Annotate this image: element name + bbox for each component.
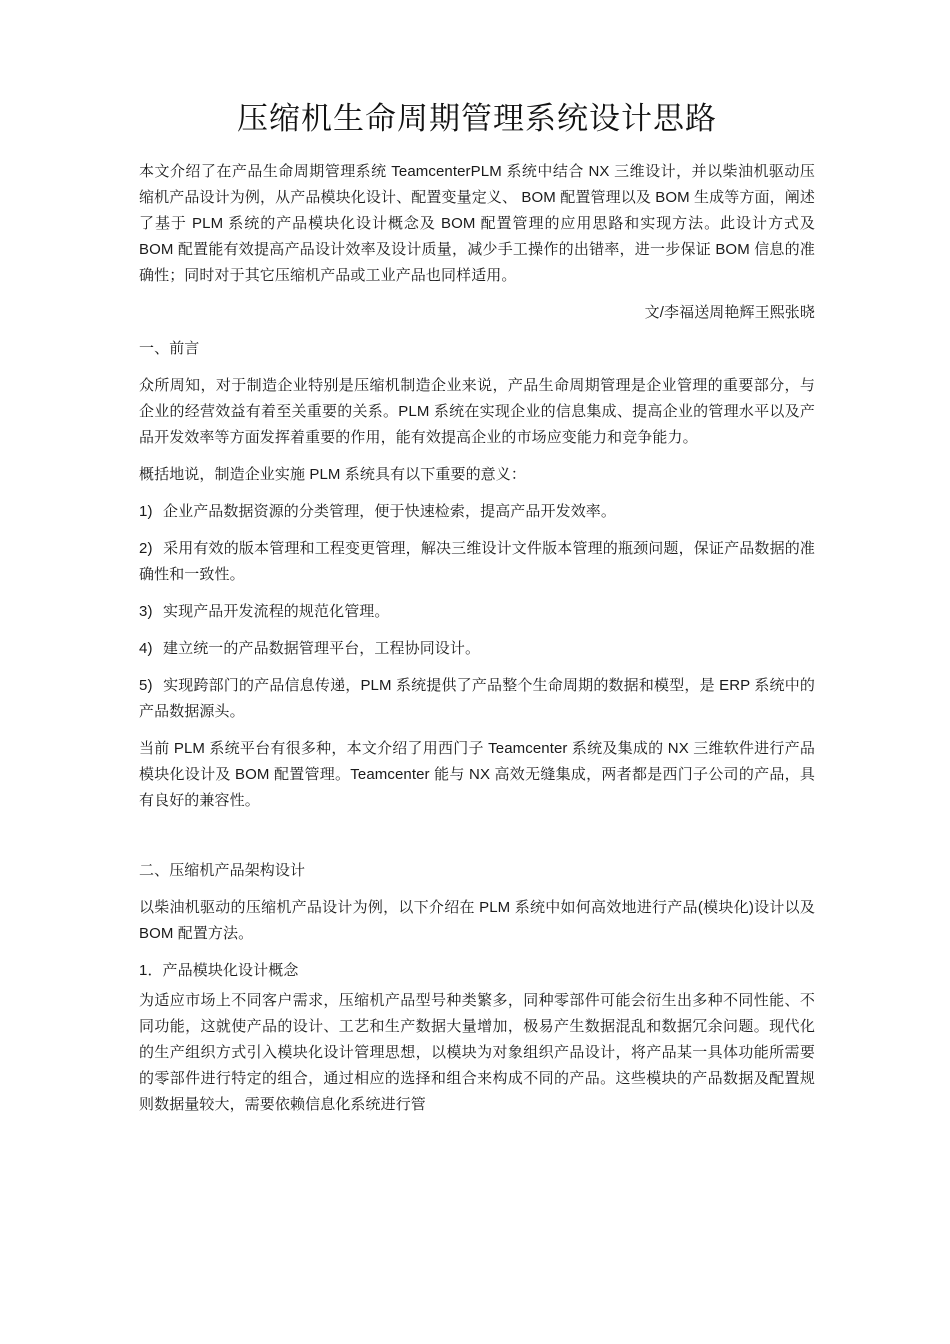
list-item-number: 3) xyxy=(139,603,153,620)
document-body xyxy=(139,96,815,1129)
list-item-number: 5) xyxy=(139,677,153,694)
significance-list xyxy=(139,499,815,725)
list-item-text: 采用有效的版本管理和工程变更管理，解决三维设计文件版本管理的瓶颈问题，保证产品数据的准确性和一致性。 xyxy=(139,540,815,583)
list-item-text: 实现跨部门的产品信息传递，PLM 系统提供了产品整个生命周期的数据和模型，是 ERP 系统中的产品数据源头。 xyxy=(139,677,815,720)
author-line: 文/李福送周艳辉王熙张晓 xyxy=(644,304,815,321)
list-item xyxy=(139,599,815,625)
section-spacer xyxy=(139,825,815,858)
list-item-number: 4) xyxy=(139,640,153,657)
section-2-paragraph-1: 以柴油机驱动的压缩机产品设计为例，以下介绍在 PLM 系统中如何高效地进行产品(模块化)设计以及 BOM 配置方法。 xyxy=(139,899,815,942)
list-item-number: 1) xyxy=(139,503,153,520)
section-2-subheading: 1．产品模块化设计概念 xyxy=(139,962,299,979)
document-title: 压缩机生命周期管理系统设计思路 xyxy=(237,101,717,137)
list-item xyxy=(139,673,815,725)
list-item xyxy=(139,636,815,662)
abstract-paragraph: 本文介绍了在产品生命周期管理系统 TeamcenterPLM 系统中结合 NX 三维设计，并以柴油机驱动压缩机产品设计为例，从产品模块化设计、配置变量定义、 BOM 配置管理以及 BOM 生成等方面，阐述了基于 PLM 系统的产品模块化设计概念及 BOM 配置管理的应用思路和实现方法。此设计方式及 BOM 配置能有效提高产品设计效率及设计质量，减少手工操作的出错率，进一步保证 BOM 信息的准确性；同时对于其它压缩机产品或工业产品也同样适用。 xyxy=(139,163,815,284)
list-item-text: 企业产品数据资源的分类管理，便于快速检索，提高产品开发效率。 xyxy=(163,503,617,520)
list-item xyxy=(139,536,815,588)
section-1-heading: 一、前言 xyxy=(139,340,200,357)
section-1-paragraph-1: 众所周知，对于制造企业特别是压缩机制造企业来说，产品生命周期管理是企业管理的重要部分，与企业的经营效益有着至关重要的关系。PLM 系统在实现企业的信息集成、提高企业的管理水平以及产品开发效率等方面发挥着重要的作用，能有效提高企业的市场应变能力和竞争能力。 xyxy=(139,377,815,446)
list-item-number: 2) xyxy=(139,540,153,557)
list-item-text: 建立统一的产品数据管理平台，工程协同设计。 xyxy=(163,640,481,657)
section-1-paragraph-2: 概括地说，制造企业实施 PLM 系统具有以下重要的意义： xyxy=(139,466,526,483)
section-2-heading: 二、压缩机产品架构设计 xyxy=(139,862,306,879)
section-1-paragraph-3: 当前 PLM 系统平台有很多种，本文介绍了用西门子 Teamcenter 系统及集成的 NX 三维软件进行产品模块化设计及 BOM 配置管理。Teamcenter 能与 NX 高效无缝集成，两者都是西门子公司的产品，具有良好的兼容性。 xyxy=(139,740,815,809)
list-item-text: 实现产品开发流程的规范化管理。 xyxy=(163,603,390,620)
list-item xyxy=(139,499,815,525)
section-2-paragraph-2: 为适应市场上不同客户需求，压缩机产品型号种类繁多，同种零部件可能会衍生出多种不同性能、不同功能，这就使产品的设计、工艺和生产数据大量增加，极易产生数据混乱和数据冗余问题。现代化的生产组织方式引入模块化设计管理思想，以模块为对象组织产品设计，将产品某一具体功能所需要的零部件进行特定的组合，通过相应的选择和组合来构成不同的产品。这些模块的产品数据及配置规则数据量较大，需要依赖信息化系统进行管 xyxy=(139,992,815,1113)
